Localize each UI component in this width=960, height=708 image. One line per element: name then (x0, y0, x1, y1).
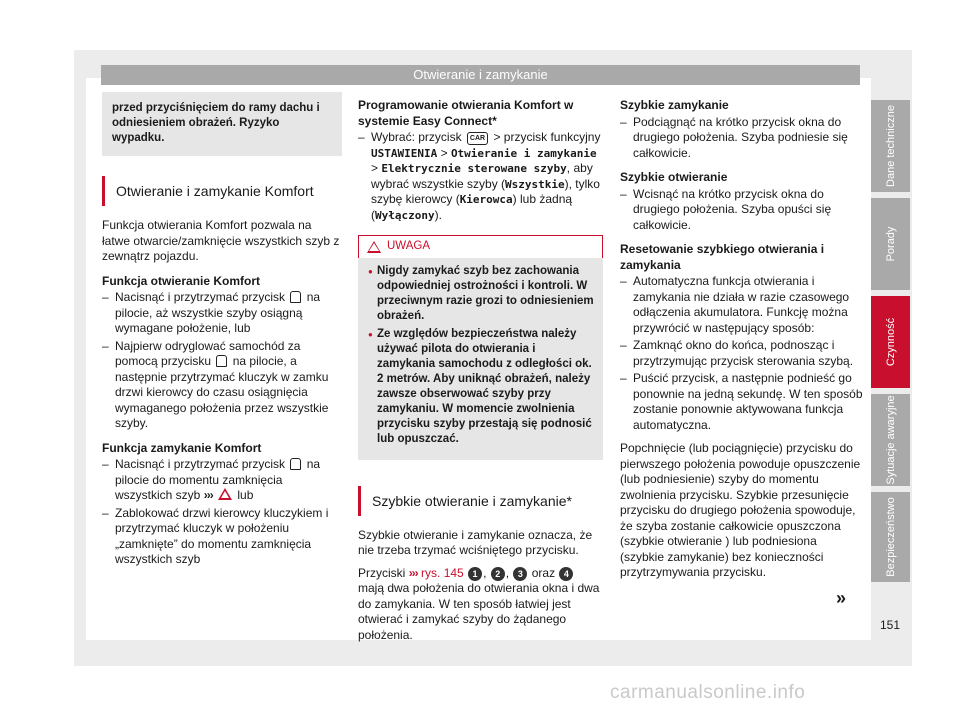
list-item: – Zablokować drzwi kierowcy kluczykiem i przytrzymać kluczyk w położeniu „zamknięte” do momentu zamknięcia wszystkich szyb (102, 506, 342, 568)
option-all: Wszystkie (505, 177, 565, 191)
callout-2: 2 (491, 567, 505, 581)
open-komfort-heading: Funkcja otwieranie Komfort (102, 273, 261, 288)
quick-open-list (620, 187, 863, 234)
reset-list (620, 274, 863, 433)
komfort-intro: Funkcja otwierania Komfort pozwala na łatwe otwarcie/zamknięcie wszystkich szyb z zewnątrz pojazdu. (102, 218, 340, 263)
warning-bullet: ● Ze względów bezpieczeństwa należy używać pilota do otwierania i zamykania samochodu z odległości ok. 2 metrów. Aby uniknąć obrażeń, należy zawsze obserwować szyby przy zamykaniu. W momencie zwolnienia przycisku szyby przestają się podnosić lub opuszczać. (368, 327, 595, 447)
section-title-komfort: Otwieranie i zamykanie Komfort (102, 176, 342, 206)
warning-triangle-icon (367, 241, 381, 253)
warning-body (358, 258, 603, 460)
list-item: – Nacisnąć i przytrzymać przycisk na pilocie, aż wszystkie szyby osiągną wymagane położenie, lub (102, 290, 342, 337)
continue-arrow: » (836, 588, 845, 608)
reference-arrow[interactable]: ››› (408, 565, 418, 580)
warning-box (358, 235, 603, 460)
option-driver: Kierowca (459, 193, 513, 206)
list-item: – Najpierw odryglować samochód za pomocą przycisku na pilocie, a następnie przytrzymać kluczyk w zamku drzwi kierowcy do czasu osiągnięcia wymaganego położenia przez wszystkie szyby. (102, 339, 342, 432)
callout-3: 3 (513, 567, 527, 581)
list-item: – Nacisnąć i przytrzymać przycisk na pilocie do momentu zamknięcia wszystkich szyb ››› lub (102, 457, 342, 504)
list-item: – Podciągnąć na krótko przycisk okna do drugiego położenia. Szyba podniesie się całkowicie. (620, 115, 863, 162)
list-item: – Wcisnąć na krótko przycisk okna do drugiego położenia. Szyba opuści się całkowicie. (620, 187, 863, 234)
menu-item-settings: USTAWIENIA (371, 146, 438, 160)
unlock-key-icon (290, 291, 301, 303)
left-column (102, 92, 342, 570)
list-item: – Automatyczna funkcja otwierania i zamykania nie działa w razie czasowego odłączenia akumulatora. Funkcję można przywrócić w następujący sposób: (620, 274, 863, 336)
quick-intro: Szybkie otwieranie i zamykanie oznacza, że nie trzeba trzymać wciśniętego przycisku. (358, 527, 593, 557)
list-item: – Puścić przycisk, a następnie podnieść go ponownie na jedną sekundę. W ten sposób zostanie ponownie aktywowana funkcja automatyczna. (620, 371, 863, 433)
page-number: 151 (880, 618, 901, 632)
unlock-key-icon (216, 355, 227, 367)
reset-heading: Resetowanie szybkiego otwierania i zamykania (620, 242, 825, 272)
quick-open-heading: Szybkie otwieranie (620, 170, 728, 184)
menu-item-electric-windows: Elektrycznie sterowane szyby (381, 162, 567, 175)
open-komfort-list (102, 290, 342, 432)
programming-list (358, 130, 603, 223)
watermark: carmanualsonline.info (610, 682, 806, 703)
tab-bezpieczenstwo[interactable]: Bezpieczeństwo (871, 492, 910, 582)
middle-column (358, 92, 603, 650)
section-title-quick: Szybkie otwieranie i zamykanie* (358, 486, 603, 516)
lock-key-icon (290, 458, 301, 470)
tab-sytuacje-awaryjne[interactable]: Sytuacje awaryjne (871, 394, 910, 486)
figure-reference-link[interactable]: rys. 145 (421, 565, 464, 580)
car-button-icon: CAR (467, 132, 488, 145)
callout-4: 4 (559, 567, 573, 581)
tab-czynnosc[interactable]: Czynność (871, 296, 910, 388)
close-komfort-list (102, 457, 342, 568)
quick-close-list (620, 115, 863, 162)
quick-close-heading: Szybkie zamykanie (620, 98, 729, 112)
warning-header (358, 235, 603, 258)
list-item: – Wybrać: przycisk CAR > przycisk funkcyjny USTAWIENIA > Otwieranie i zamykanie > Elektrycznie sterowane szyby, aby wybrać wszystkie szyby (Wszystkie), tylko szybę kierowcy (Kierowca) lub żadną (Wyłączony). (358, 130, 603, 223)
programming-heading: Programowanie otwierania Komfort w systemie Easy Connect* (358, 98, 574, 128)
reference-arrow[interactable]: ››› (203, 488, 213, 502)
tab-porady[interactable]: Porady (871, 198, 910, 290)
menu-item-open-close: Otwieranie i zamykanie (450, 146, 597, 160)
quick-buttons-paragraph: Przyciski ››› rys. 145 1 , 2 , 3 oraz 4 mają dwa położenia do otwierania okna i dwa do zamykania. W ten sposób łatwiej jest otwierać i zamykać szyby do żądanego położenia. (358, 565, 600, 642)
right-column (620, 92, 863, 588)
close-komfort-heading: Funkcja zamykanie Komfort (102, 440, 262, 455)
list-item: – Zamknąć okno do końca, podnosząc i przytrzymując przycisk sterowania szybą. (620, 338, 863, 369)
warning-triangle-icon[interactable] (218, 488, 232, 500)
position-paragraph: Popchnięcie (lub pociągnięcie) przycisku do pierwszego położenia powoduje opuszczenie (lub podniesienie) szyby do momentu zwolnienia przycisku. Szybkie przesunięcie przycisku do drugiego położenia spowoduje, że szyba zostanie całkowicie opuszczona (szybkie otwieranie ) lub podniesiona (szybkie zamykanie) bez konieczności przytrzymywania przycisku. (620, 441, 861, 579)
warning-continuation: przed przyciśnięciem do ramy dachu i odniesieniem obrażeń. Ryzyko wypadku. (102, 92, 342, 156)
callout-1: 1 (468, 567, 482, 581)
option-off: Wyłączony (375, 208, 435, 222)
tab-dane-techniczne[interactable]: Dane techniczne (871, 100, 910, 192)
chapter-title-bar: Otwieranie i zamykanie (101, 65, 860, 85)
warning-bullet: ● Nigdy zamykać szyb bez zachowania odpowiedniej ostrożności i kontroli. W przeciwnym razie grozi to odniesieniem obrażeń. (368, 264, 595, 324)
warning-title: UWAGA (387, 240, 431, 252)
